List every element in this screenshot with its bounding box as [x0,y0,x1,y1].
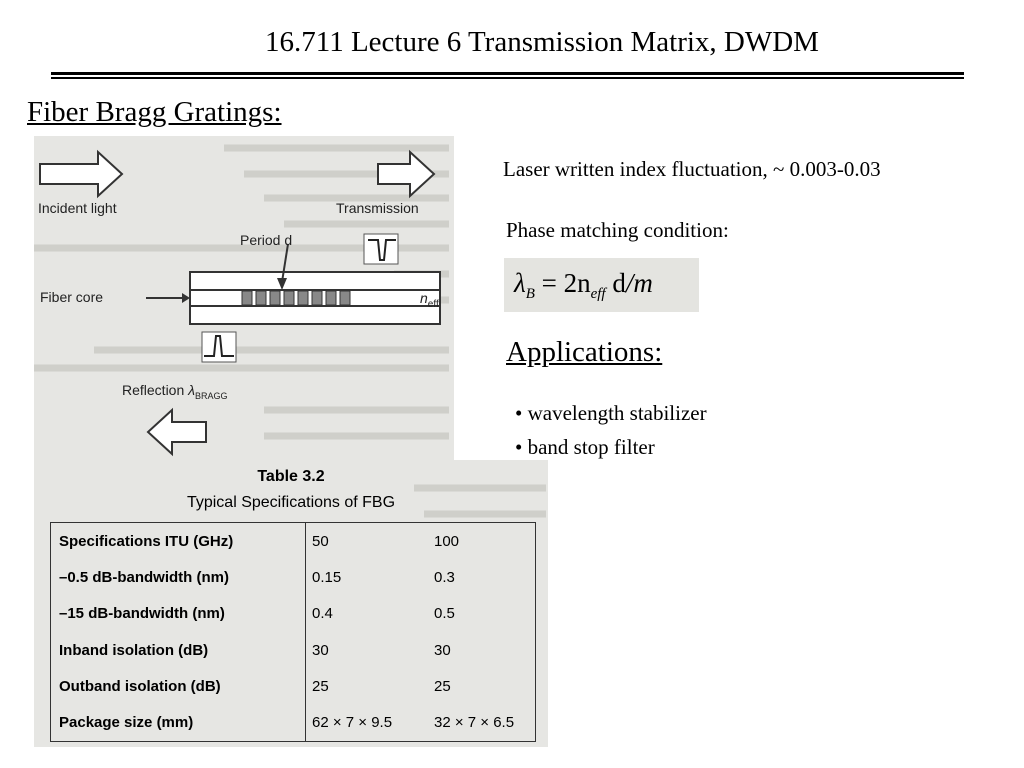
application-item: • band stop filter [515,435,655,459]
applications-list [515,396,707,464]
table-cell-v1: 62 × 7 × 9.5 [312,714,393,732]
table-cell-v2: 32 × 7 × 6.5 [434,714,515,732]
table-cell-v1: 25 [312,677,329,695]
table-cell-v2: 30 [434,641,451,659]
table-cell-v1: 30 [312,641,329,659]
table-row [51,668,536,704]
table-cell-v1: 0.4 [312,605,333,623]
title-rule-thin [51,77,964,79]
eq-lambda: λ [514,268,526,298]
section-heading: Fiber Bragg Gratings: [27,96,282,128]
eq-lambda-sub: B [525,286,535,302]
table-cell-label: Specifications ITU (GHz) [51,523,306,560]
transmission-arrow-icon [378,152,434,196]
table-subtitle: Typical Specifications of FBG [186,494,396,511]
table-row [51,632,536,668]
incident-arrow-icon [40,152,122,196]
table-cell-label: Inband isolation (dB) [51,632,306,668]
table-row [51,523,536,560]
application-item: • wavelength stabilizer [515,401,707,425]
table-cell-v1: 0.15 [312,569,342,587]
phase-matching-heading: Phase matching condition: [506,218,729,242]
n-symbol: n [420,290,428,306]
fiber-core-pointer-head [182,293,190,303]
table-cell-label: Package size (mm) [51,704,306,741]
eq-mid: = 2n [534,268,591,298]
reflection-arrow-icon [148,410,206,454]
lambda-symbol: λ [188,382,196,398]
applications-heading: Applications: [506,336,663,368]
fbg-diagram [34,136,454,466]
table-cell-label: –15 dB-bandwidth (nm) [51,596,306,632]
transmission-label: Transmission [336,200,419,216]
table-cell-label: –0.5 dB-bandwidth (nm) [51,560,306,596]
table-row [51,596,536,632]
eq-end: /m [625,268,653,298]
eq-d: d [605,268,626,298]
bragg-equation [504,258,699,312]
table-row [51,560,536,596]
equation-text [514,268,653,302]
n-eff-label [420,290,439,310]
table-cell-label: Outband isolation (dB) [51,668,306,704]
table-cell-v2: 0.5 [434,605,455,623]
n-subscript: eff [427,298,439,310]
fbg-spec-table-figure [34,460,548,747]
table-cell-v2: 0.3 [434,569,455,587]
table-cell-v1: 50 [312,532,329,550]
table-cell-v2: 25 [434,677,451,695]
fiber-core-label: Fiber core [40,289,104,305]
table-title: Table 3.2 [257,468,325,485]
slide-title: 16.711 Lecture 6 Transmission Matrix, DWDM [265,26,819,58]
eq-n-sub: eff [590,286,606,302]
spec-table [50,522,536,742]
reflection-label [122,382,228,401]
table-cell-v2: 100 [434,532,460,550]
reflection-text: Reflection [122,382,185,398]
index-fluctuation-text: Laser written index fluctuation, ~ 0.003-0.03 [503,157,881,181]
period-label: Period d [240,232,293,248]
lambda-subscript: BRAGG [195,390,228,401]
incident-light-label: Incident light [38,200,117,216]
table-row [51,704,536,741]
title-rule-thick [51,72,964,75]
